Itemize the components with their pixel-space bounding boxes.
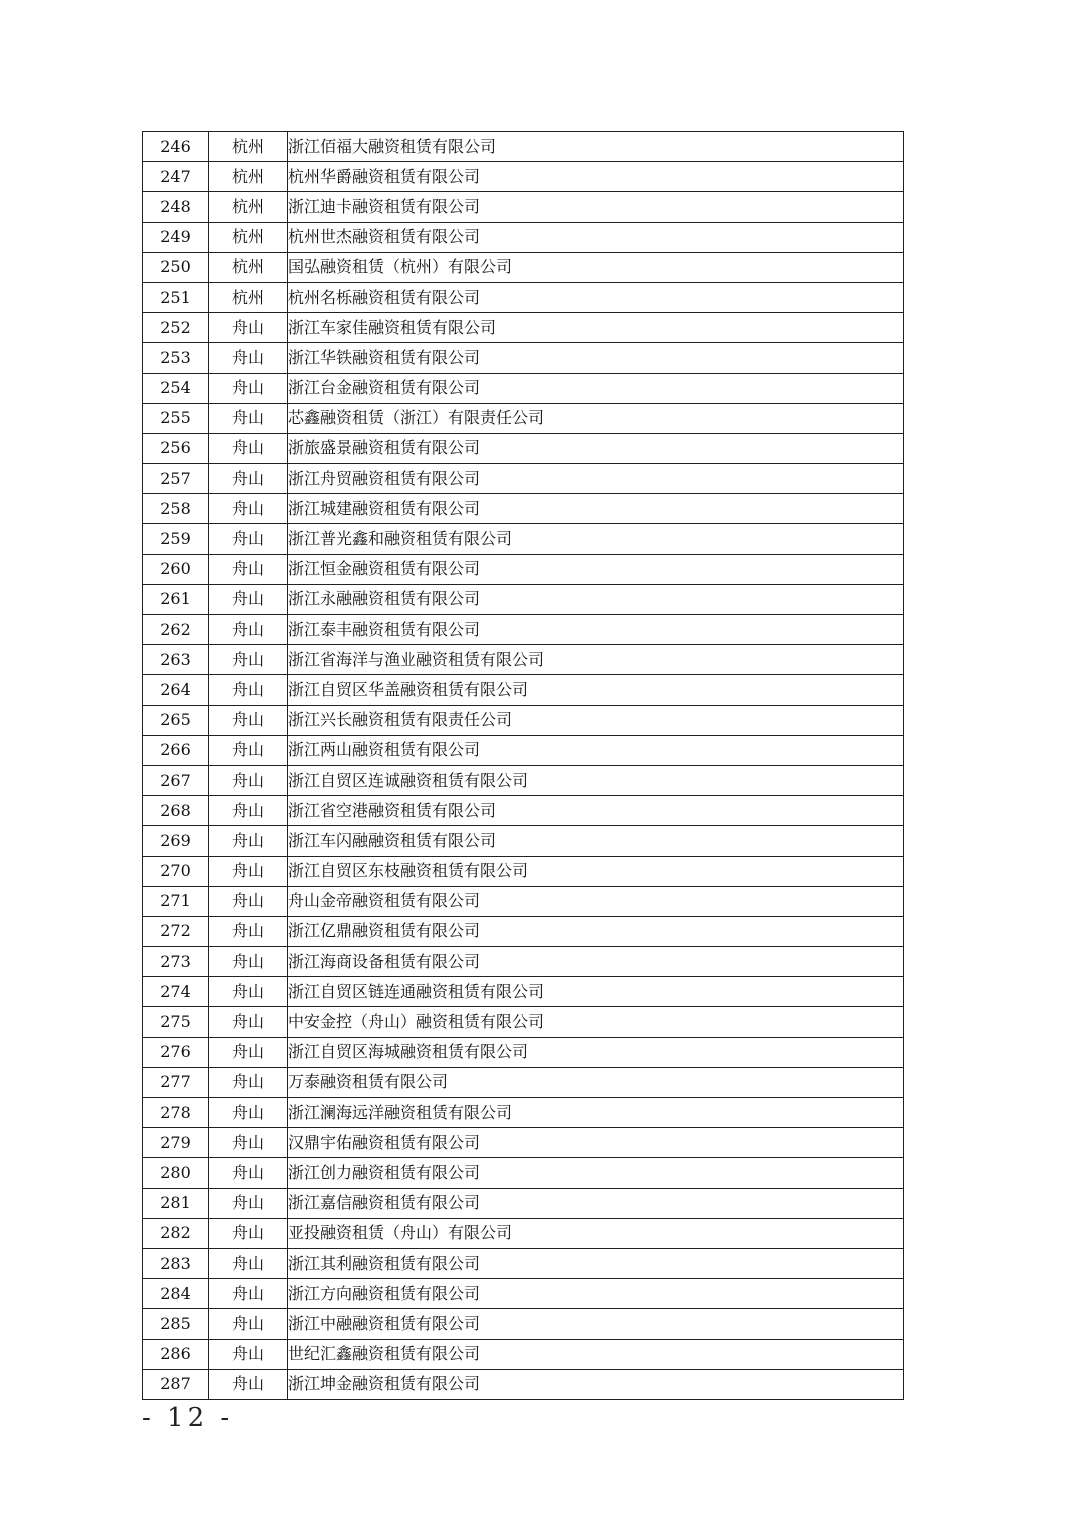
row-city: 舟山 (209, 977, 288, 1007)
table-row (143, 916, 904, 946)
row-company-name: 浙江车闪融融资租赁有限公司 (288, 826, 904, 856)
row-city: 舟山 (209, 433, 288, 463)
row-company-name: 浙江自贸区连诚融资租赁有限公司 (288, 765, 904, 795)
row-company-name: 浙江澜海远洋融资租赁有限公司 (288, 1098, 904, 1128)
row-number: 250 (143, 252, 209, 282)
row-company-name: 浙江省海洋与渔业融资租赁有限公司 (288, 645, 904, 675)
row-number: 246 (143, 132, 209, 162)
row-city: 杭州 (209, 282, 288, 312)
row-city: 舟山 (209, 765, 288, 795)
row-number: 272 (143, 916, 209, 946)
company-list-table (142, 131, 904, 1400)
table-row (143, 1067, 904, 1097)
row-city: 舟山 (209, 947, 288, 977)
table-row (143, 886, 904, 916)
row-company-name: 浙江自贸区海城融资租赁有限公司 (288, 1037, 904, 1067)
row-number: 264 (143, 675, 209, 705)
row-city: 舟山 (209, 645, 288, 675)
row-city: 舟山 (209, 1037, 288, 1067)
row-number: 271 (143, 886, 209, 916)
table-row (143, 1339, 904, 1369)
table-row (143, 1128, 904, 1158)
row-company-name: 浙江恒金融资租赁有限公司 (288, 554, 904, 584)
table-row (143, 373, 904, 403)
row-number: 282 (143, 1218, 209, 1248)
row-company-name: 浙江兴长融资租赁有限责任公司 (288, 705, 904, 735)
row-number: 268 (143, 796, 209, 826)
row-number: 281 (143, 1188, 209, 1218)
row-city: 舟山 (209, 1007, 288, 1037)
row-number: 286 (143, 1339, 209, 1369)
row-number: 248 (143, 192, 209, 222)
row-number: 280 (143, 1158, 209, 1188)
row-company-name: 浙江永融融资租赁有限公司 (288, 584, 904, 614)
row-number: 249 (143, 222, 209, 252)
row-city: 舟山 (209, 1098, 288, 1128)
row-number: 283 (143, 1248, 209, 1278)
table-row (143, 645, 904, 675)
row-city: 舟山 (209, 373, 288, 403)
table-row (143, 796, 904, 826)
row-city: 舟山 (209, 1369, 288, 1399)
row-number: 254 (143, 373, 209, 403)
row-city: 舟山 (209, 524, 288, 554)
table-row (143, 615, 904, 645)
row-company-name: 浙江中融融资租赁有限公司 (288, 1309, 904, 1339)
row-city: 舟山 (209, 1158, 288, 1188)
row-company-name: 国弘融资租赁（杭州）有限公司 (288, 252, 904, 282)
row-number: 255 (143, 403, 209, 433)
row-company-name: 汉鼎宇佑融资租赁有限公司 (288, 1128, 904, 1158)
table-row (143, 132, 904, 162)
row-city: 舟山 (209, 1248, 288, 1278)
table-row (143, 584, 904, 614)
row-number: 267 (143, 765, 209, 795)
row-number: 262 (143, 615, 209, 645)
row-company-name: 浙江泰丰融资租赁有限公司 (288, 615, 904, 645)
table-row (143, 1369, 904, 1399)
row-city: 杭州 (209, 252, 288, 282)
row-city: 舟山 (209, 916, 288, 946)
row-company-name: 浙江海商设备租赁有限公司 (288, 947, 904, 977)
row-city: 舟山 (209, 1309, 288, 1339)
row-city: 舟山 (209, 705, 288, 735)
row-company-name: 浙旅盛景融资租赁有限公司 (288, 433, 904, 463)
row-company-name: 杭州名栎融资租赁有限公司 (288, 282, 904, 312)
table-row (143, 282, 904, 312)
table-row (143, 192, 904, 222)
table-row (143, 494, 904, 524)
row-number: 256 (143, 433, 209, 463)
table-row (143, 313, 904, 343)
row-company-name: 浙江自贸区链连通融资租赁有限公司 (288, 977, 904, 1007)
row-number: 270 (143, 856, 209, 886)
row-company-name: 浙江城建融资租赁有限公司 (288, 494, 904, 524)
table-row (143, 554, 904, 584)
row-company-name: 杭州华爵融资租赁有限公司 (288, 162, 904, 192)
row-company-name: 万泰融资租赁有限公司 (288, 1067, 904, 1097)
row-company-name: 杭州世杰融资租赁有限公司 (288, 222, 904, 252)
table-row (143, 1279, 904, 1309)
row-city: 舟山 (209, 494, 288, 524)
row-number: 259 (143, 524, 209, 554)
row-city: 舟山 (209, 403, 288, 433)
row-company-name: 浙江舟贸融资租赁有限公司 (288, 464, 904, 494)
table-row (143, 1098, 904, 1128)
table-row (143, 1188, 904, 1218)
page-number: - 12 - (142, 1403, 234, 1433)
row-number: 277 (143, 1067, 209, 1097)
table-row (143, 162, 904, 192)
row-city: 杭州 (209, 192, 288, 222)
row-company-name: 浙江两山融资租赁有限公司 (288, 735, 904, 765)
row-city: 舟山 (209, 735, 288, 765)
row-city: 舟山 (209, 1279, 288, 1309)
row-company-name: 浙江省空港融资租赁有限公司 (288, 796, 904, 826)
row-city: 舟山 (209, 675, 288, 705)
row-company-name: 浙江迪卡融资租赁有限公司 (288, 192, 904, 222)
row-number: 269 (143, 826, 209, 856)
table-row (143, 977, 904, 1007)
row-city: 舟山 (209, 1067, 288, 1097)
row-number: 279 (143, 1128, 209, 1158)
table-row (143, 222, 904, 252)
row-city: 舟山 (209, 313, 288, 343)
row-number: 274 (143, 977, 209, 1007)
row-company-name: 浙江自贸区华盖融资租赁有限公司 (288, 675, 904, 705)
table-row (143, 403, 904, 433)
row-city: 舟山 (209, 464, 288, 494)
row-city: 杭州 (209, 222, 288, 252)
row-company-name: 舟山金帝融资租赁有限公司 (288, 886, 904, 916)
row-city: 舟山 (209, 584, 288, 614)
table-row (143, 765, 904, 795)
row-number: 263 (143, 645, 209, 675)
row-company-name: 世纪汇鑫融资租赁有限公司 (288, 1339, 904, 1369)
table-row (143, 826, 904, 856)
table-row (143, 524, 904, 554)
row-company-name: 中安金控（舟山）融资租赁有限公司 (288, 1007, 904, 1037)
table-row (143, 464, 904, 494)
table-row (143, 252, 904, 282)
table-row (143, 735, 904, 765)
row-company-name: 浙江亿鼎融资租赁有限公司 (288, 916, 904, 946)
table-row (143, 1218, 904, 1248)
row-company-name: 浙江佰福大融资租赁有限公司 (288, 132, 904, 162)
row-company-name: 浙江嘉信融资租赁有限公司 (288, 1188, 904, 1218)
row-number: 247 (143, 162, 209, 192)
table-body (143, 132, 904, 1400)
row-company-name: 浙江其利融资租赁有限公司 (288, 1248, 904, 1278)
row-city: 舟山 (209, 796, 288, 826)
row-city: 舟山 (209, 886, 288, 916)
row-city: 舟山 (209, 1218, 288, 1248)
row-city: 舟山 (209, 856, 288, 886)
row-company-name: 浙江自贸区东枝融资租赁有限公司 (288, 856, 904, 886)
table-row (143, 705, 904, 735)
table-row (143, 343, 904, 373)
row-city: 杭州 (209, 132, 288, 162)
row-number: 275 (143, 1007, 209, 1037)
row-city: 舟山 (209, 615, 288, 645)
row-number: 266 (143, 735, 209, 765)
row-city: 舟山 (209, 826, 288, 856)
row-company-name: 浙江台金融资租赁有限公司 (288, 373, 904, 403)
table-row (143, 1309, 904, 1339)
row-company-name: 浙江方向融资租赁有限公司 (288, 1279, 904, 1309)
row-city: 舟山 (209, 554, 288, 584)
table-row (143, 947, 904, 977)
row-company-name: 浙江坤金融资租赁有限公司 (288, 1369, 904, 1399)
row-number: 252 (143, 313, 209, 343)
table-row (143, 1248, 904, 1278)
row-city: 舟山 (209, 1128, 288, 1158)
table-row (143, 433, 904, 463)
row-company-name: 浙江创力融资租赁有限公司 (288, 1158, 904, 1188)
table-row (143, 675, 904, 705)
row-company-name: 浙江华铁融资租赁有限公司 (288, 343, 904, 373)
row-number: 257 (143, 464, 209, 494)
row-number: 258 (143, 494, 209, 524)
row-company-name: 芯鑫融资租赁（浙江）有限责任公司 (288, 403, 904, 433)
row-number: 287 (143, 1369, 209, 1399)
row-number: 273 (143, 947, 209, 977)
row-number: 261 (143, 584, 209, 614)
row-number: 278 (143, 1098, 209, 1128)
row-company-name: 亚投融资租赁（舟山）有限公司 (288, 1218, 904, 1248)
row-number: 285 (143, 1309, 209, 1339)
row-number: 253 (143, 343, 209, 373)
row-number: 276 (143, 1037, 209, 1067)
table-row (143, 856, 904, 886)
row-city: 舟山 (209, 343, 288, 373)
row-number: 251 (143, 282, 209, 312)
row-company-name: 浙江车家佳融资租赁有限公司 (288, 313, 904, 343)
table-row (143, 1037, 904, 1067)
row-number: 284 (143, 1279, 209, 1309)
row-city: 舟山 (209, 1188, 288, 1218)
table-row (143, 1158, 904, 1188)
row-city: 杭州 (209, 162, 288, 192)
table-row (143, 1007, 904, 1037)
row-number: 265 (143, 705, 209, 735)
row-city: 舟山 (209, 1339, 288, 1369)
row-number: 260 (143, 554, 209, 584)
row-company-name: 浙江普光鑫和融资租赁有限公司 (288, 524, 904, 554)
